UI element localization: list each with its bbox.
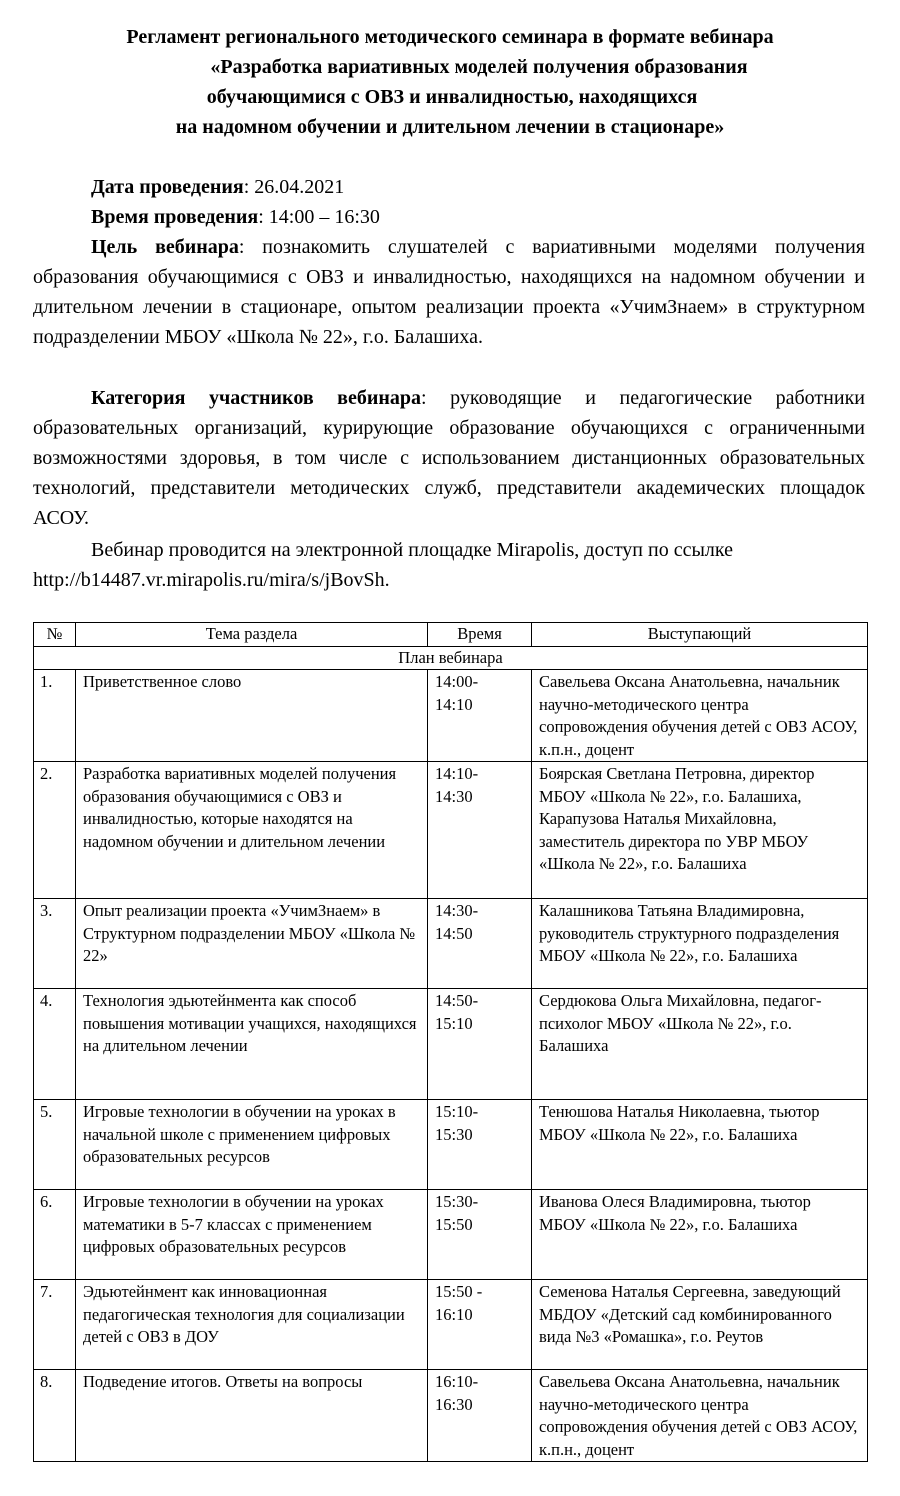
row-time: 15:10- 15:30 bbox=[428, 1100, 532, 1190]
access-paragraph bbox=[33, 535, 865, 565]
table-header-row bbox=[34, 623, 868, 647]
category-paragraph bbox=[33, 383, 865, 533]
header-topic: Тема раздела bbox=[76, 623, 428, 647]
row-topic: Приветственное слово bbox=[76, 670, 428, 762]
document-title bbox=[0, 22, 900, 142]
time-label: Время проведения bbox=[91, 206, 259, 228]
row-topic: Игровые технологии в обучении на уроках математики в 5-7 классах с применением цифровых образовательных ресурсов bbox=[76, 1190, 428, 1280]
access-text: Вебинар проводится на электронной площадке Mirapolis, доступ по ссылке bbox=[91, 539, 733, 561]
date-value: : 26.04.2021 bbox=[243, 176, 345, 198]
date-line bbox=[33, 172, 865, 202]
row-number: 3. bbox=[34, 899, 76, 989]
title-line-3: обучающимися с ОВЗ и инвалидностью, находящихся bbox=[206, 86, 698, 108]
title-line-4: на надомном обучении и длительном лечении в стационаре» bbox=[175, 116, 725, 138]
row-speaker: Семенова Наталья Сергеевна, заведующий МБДОУ «Детский сад комбинированного вида №3 «Ромашка», г.о. Реутов bbox=[532, 1280, 868, 1370]
table-row bbox=[34, 1370, 868, 1462]
header-number: № bbox=[34, 623, 76, 647]
row-speaker: Боярская Светлана Петровна, директор МБОУ «Школа № 22», г.о. Балашиха, Карапузова Наталья Михайловна, заместитель директора по УВР МБОУ «Школа № 22», г.о. Балашиха bbox=[532, 762, 868, 899]
time-line bbox=[33, 202, 865, 232]
row-number: 8. bbox=[34, 1370, 76, 1462]
table-row bbox=[34, 1100, 868, 1190]
goal-paragraph bbox=[33, 232, 865, 352]
category-label: Категория участников вебинара bbox=[91, 387, 422, 409]
row-number: 5. bbox=[34, 1100, 76, 1190]
row-time: 14:30- 14:50 bbox=[428, 899, 532, 989]
table-row bbox=[34, 1280, 868, 1370]
row-topic: Опыт реализации проекта «УчимЗнаем» в Структурном подразделении МБОУ «Школа № 22» bbox=[76, 899, 428, 989]
row-topic: Эдьютейнмент как инновационная педагогическая технология для социализации детей с ОВЗ в ДОУ bbox=[76, 1280, 428, 1370]
row-topic: Технология эдьютейнмента как способ повышения мотивации учащихся, находящихся на длительном лечении bbox=[76, 989, 428, 1100]
row-number: 6. bbox=[34, 1190, 76, 1280]
goal-text: : познакомить слушателей с вариативными моделями получения образования обучающимися с ОВЗ и инвалидностью, находящихся на надомном обучении и длительном лечении в стационаре, опытом реализации проекта «УчимЗнаем» в структурном подразделении МБОУ «Школа № 22», г.о. Балашиха. bbox=[33, 236, 866, 348]
row-number: 1. bbox=[34, 670, 76, 762]
row-time: 14:50- 15:10 bbox=[428, 989, 532, 1100]
date-label: Дата проведения bbox=[91, 176, 244, 198]
row-number: 2. bbox=[34, 762, 76, 899]
table-row bbox=[34, 670, 868, 762]
table-row bbox=[34, 1190, 868, 1280]
row-time: 14:10- 14:30 bbox=[428, 762, 532, 899]
title-line-2: «Разработка вариативных моделей получения образования bbox=[210, 56, 748, 78]
row-time: 15:50 - 16:10 bbox=[428, 1280, 532, 1370]
category-text: : руководящие и педагогические работники образовательных организаций, курирующие образование обучающихся с ограниченными возможностями здоровья, в том числе с использованием дистанционных образовательных технологий, представители методических служб, представители академических площадок АСОУ. bbox=[33, 387, 865, 529]
goal-label: Цель вебинара bbox=[91, 236, 239, 258]
table-row bbox=[34, 989, 868, 1100]
time-value: : 14:00 – 16:30 bbox=[258, 206, 380, 228]
row-topic: Подведение итогов. Ответы на вопросы bbox=[76, 1370, 428, 1462]
row-speaker: Тенюшова Наталья Николаевна, тьютор МБОУ «Школа № 22», г.о. Балашиха bbox=[532, 1100, 868, 1190]
row-number: 7. bbox=[34, 1280, 76, 1370]
schedule-table bbox=[33, 622, 868, 1462]
section-title: План вебинара bbox=[34, 646, 868, 670]
row-speaker: Сердюкова Ольга Михайловна, педагог-психолог МБОУ «Школа № 22», г.о. Балашиха bbox=[532, 989, 868, 1100]
title-line-1: Регламент регионального методического семинара в формате вебинара bbox=[126, 26, 774, 48]
row-speaker: Савельева Оксана Анатольевна, начальник научно-методического центра сопровождения обучения детей с ОВЗ АСОУ, к.п.н., доцент bbox=[532, 670, 868, 762]
row-number: 4. bbox=[34, 989, 76, 1100]
access-link-line bbox=[33, 565, 865, 595]
row-speaker: Иванова Олеся Владимировна, тьютор МБОУ «Школа № 22», г.о. Балашиха bbox=[532, 1190, 868, 1280]
table-row bbox=[34, 762, 868, 899]
section-row bbox=[34, 646, 868, 670]
header-speaker: Выступающий bbox=[532, 623, 868, 647]
row-time: 14:00- 14:10 bbox=[428, 670, 532, 762]
table-row bbox=[34, 899, 868, 989]
row-time: 16:10- 16:30 bbox=[428, 1370, 532, 1462]
row-speaker: Калашникова Татьяна Владимировна, руководитель структурного подразделения МБОУ «Школа № 22», г.о. Балашиха bbox=[532, 899, 868, 989]
row-topic: Игровые технологии в обучении на уроках в начальной школе с применением цифровых образовательных ресурсов bbox=[76, 1100, 428, 1190]
row-topic: Разработка вариативных моделей получения образования обучающимися с ОВЗ и инвалидностью, которые находятся на надомном обучении и длительном лечении bbox=[76, 762, 428, 899]
row-speaker: Савельева Оксана Анатольевна, начальник научно-методического центра сопровождения обучения детей с ОВЗ АСОУ, к.п.н., доцент bbox=[532, 1370, 868, 1462]
row-time: 15:30- 15:50 bbox=[428, 1190, 532, 1280]
webinar-link[interactable]: http://b14487.vr.mirapolis.ru/mira/s/jBovSh. bbox=[33, 569, 390, 591]
header-time: Время bbox=[428, 623, 532, 647]
